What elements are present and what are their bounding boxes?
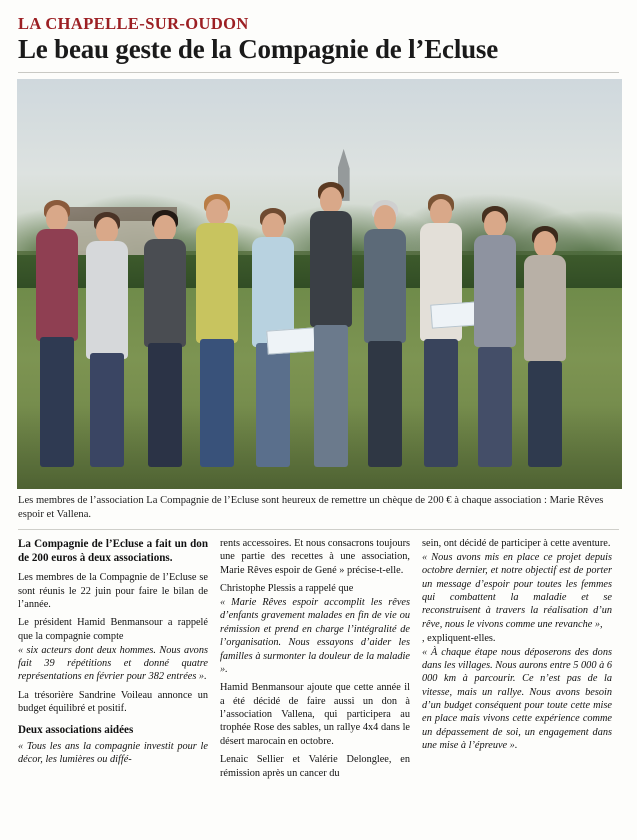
person-torso <box>36 229 78 341</box>
cheque-2 <box>430 302 480 329</box>
person-head <box>262 213 284 239</box>
person-head <box>96 217 118 243</box>
person-torso <box>196 223 238 343</box>
person-torso <box>364 229 406 343</box>
person-head <box>430 199 452 225</box>
column1-paragraph-1: Les membres de la Compagnie de l’Ecluse se sont réunis le 22 juin pour faire le bilan de l’année. <box>18 572 208 610</box>
person-legs <box>200 339 234 467</box>
column2-paragraph-1: rents accessoires. Et nous consacrons toujours une partie des recettes à une association, Marie Rêves espoir de Gené » précise-t-elle. <box>220 538 410 576</box>
column1-paragraph-2: Le président Hamid Benmansour a rappelé que la compagnie compte <box>18 617 208 642</box>
column1-quote-1: « six acteurs dont deux hommes. Nous avons fait 39 répétitions et donné quatre représentations en février pour 382 entrées ». <box>18 644 208 683</box>
person-head <box>206 199 228 225</box>
person-legs <box>528 361 562 467</box>
column2-paragraph-2: Christophe Plessis a rappelé que <box>220 583 354 595</box>
column1-lede: La Compagnie de l’Ecluse a fait un don de 200 euros à deux associations. <box>18 538 208 565</box>
person-head <box>154 215 176 241</box>
header-divider <box>18 72 619 73</box>
article-column-2 <box>220 537 410 780</box>
person-head <box>534 231 556 257</box>
photo-group-of-people <box>45 157 597 467</box>
person-legs <box>314 325 348 467</box>
column3-paragraph-1: sein, ont décidé de participer à cette aventure. <box>422 538 611 550</box>
column2-paragraph-4: Lenaic Sellier et Valérie Delonglee, en rémission après un cancer du <box>220 754 410 779</box>
cheque-1 <box>266 328 316 355</box>
person-head <box>484 211 506 237</box>
column1-paragraph-3: La trésorière Sandrine Voileau annonce un budget équilibré et positif. <box>18 689 208 715</box>
person-head <box>46 205 68 231</box>
article-photo <box>17 79 622 489</box>
column1-quote-2: « Tous les ans la compagnie investit pour le décor, les lumières ou diffé- <box>18 740 208 766</box>
person-legs <box>368 341 402 467</box>
column1-subhead: Deux associations aidées <box>18 723 134 736</box>
article-column-1 <box>18 537 208 780</box>
column2-paragraph-3: Hamid Benmansour ajoute que cette année il a été décidé de faire aussi un don à l’association Vallena, qui participera au trophée Rose des sables, un rallye 4x4 dans le désert marocain en octobre. <box>220 682 410 747</box>
person-torso <box>474 235 516 347</box>
column3-quote-2: « À chaque étape nous déposerons des dons dans les villages. Nous aurons entre 5 000 à 6 000 km à parcourir. Ce n’est pas de la vitesse, mais un rallye. Nous avons besoin d’un budget conséquent pour toute cette mise en place mais vivons cette expérience comme un dépassement de soi, un engagement dans une mise à l’épreuve ». <box>422 646 612 752</box>
person-torso <box>310 211 352 327</box>
column3-paragraph-2: , expliquent-elles. <box>422 632 496 644</box>
person-head <box>374 205 396 231</box>
column3-quote-1: « Nous avons mis en place ce projet depuis octobre dernier, et notre objectif est de porter un message d’espoir pour toutes les femmes qui combattent la maladie et se reconstruisent à travers la réalisation d’un rêve, nous le vivons comme une revanche », <box>422 551 612 630</box>
person-torso <box>524 255 566 361</box>
person-legs <box>148 343 182 467</box>
person-legs <box>40 337 74 467</box>
page-title: Le beau geste de la Compagnie de l’Ecluse <box>18 34 499 64</box>
person-legs <box>256 343 290 467</box>
photo-caption: Les membres de l’association La Compagnie de l’Ecluse sont heureux de remettre un chèque de 200 € à chaque association : Marie Rêves espoir et Vallena. <box>18 495 604 521</box>
person-legs <box>424 339 458 467</box>
caption-divider <box>18 529 619 530</box>
article-column-3 <box>422 537 612 780</box>
article-kicker: LA CHAPELLE-SUR-OUDON <box>18 14 249 33</box>
column2-quote-1: « Marie Rêves espoir accomplit les rêves d’enfants gravement malades en fin de vie ou rémission et prend en charge l’intégralité de l’organisation. Nous essayons d’aider les familles à surmonter la douleur de la maladie ». <box>220 597 410 675</box>
person-torso <box>144 239 186 347</box>
person-legs <box>478 347 512 467</box>
person-head <box>320 187 342 213</box>
article-columns <box>18 537 619 780</box>
person-torso <box>86 241 128 359</box>
person-legs <box>90 353 124 467</box>
